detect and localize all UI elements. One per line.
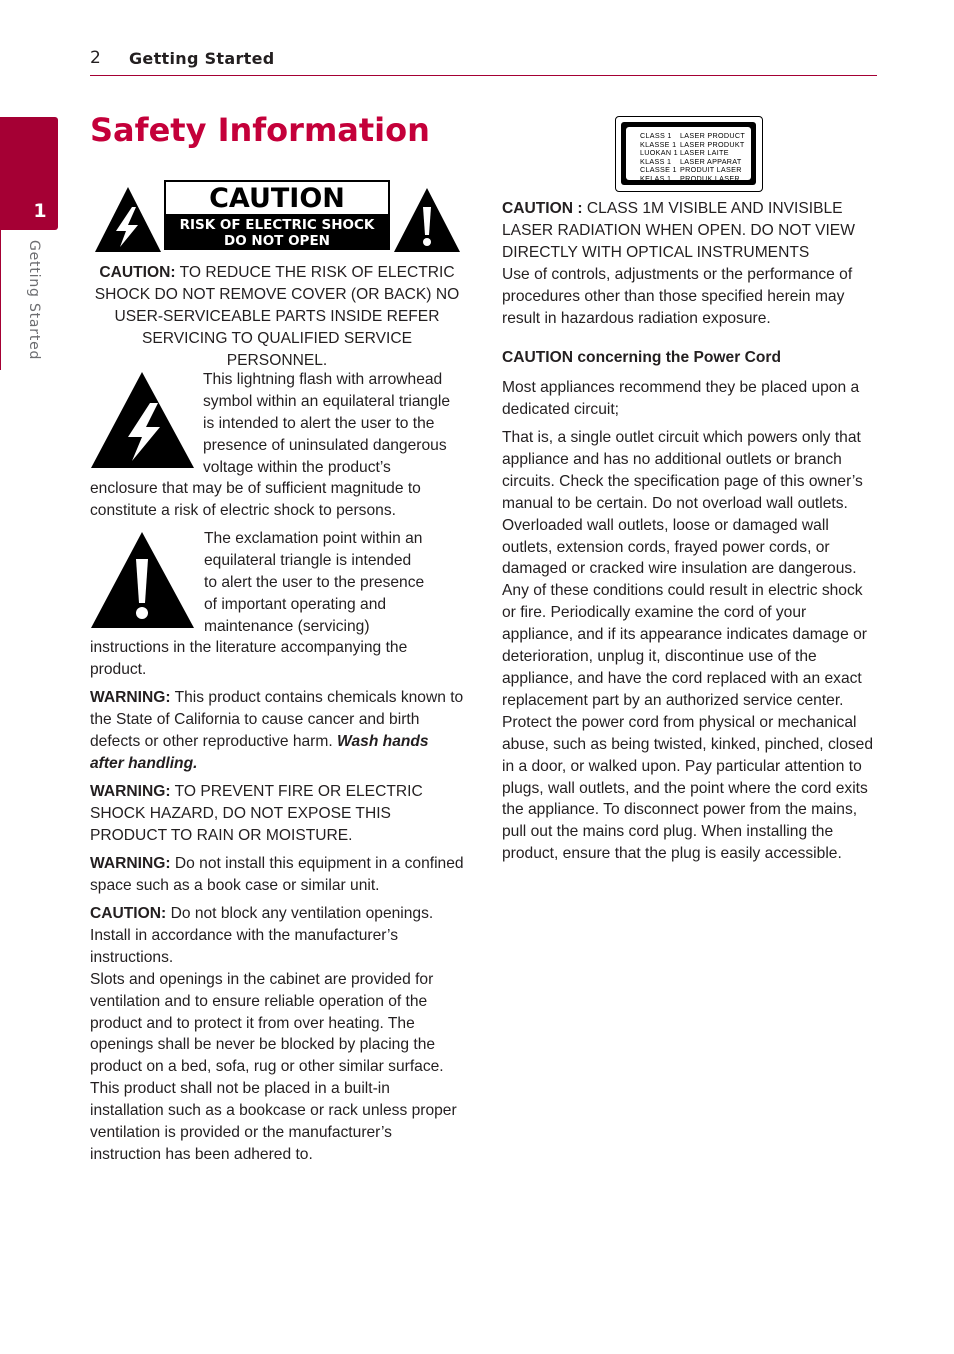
laser-product: LASER APPARAT [680,156,742,166]
lightning-line: symbol within an equilateral triangle [203,392,451,410]
power-cord-heading: CAUTION concerning the Power Cord [502,349,781,366]
lightning-triangle-icon [90,371,195,469]
exclamation-line: to alert the user to the presence [204,573,425,591]
lightning-warning-icon [94,185,162,253]
exclamation-warning-icon [393,187,461,253]
exclamation-side-text [204,528,469,638]
laser-product: LASER PRODUKT [680,139,745,149]
exclamation-triangle-icon [90,531,195,629]
laser-class: KLASSE 1 [640,139,677,149]
warning-fire [90,781,464,847]
laser-class: KELAS 1 [640,173,672,183]
caution-bold: CAUTION: [90,905,167,922]
chapter-number: 1 [33,200,47,222]
warning-bold: WARNING: [90,689,171,706]
caution-ventilation [90,903,466,1166]
caution-laser [502,198,882,329]
laser-class: LUOKAN 1 [640,148,678,157]
exclamation-line: The exclamation point within an [204,530,423,547]
warning-bold: WARNING: [90,855,171,872]
warning-bold: WARNING: [90,783,171,800]
warning-confined [90,853,464,897]
laser-class: KLASS 1 [640,156,672,166]
page-number: 2 [90,48,101,68]
ventilation-text: Slots and openings in the cabinet are provided for ventilation and to ensure reliable operation of the product and to protect it from over heating. The openings shall be never be blocked by placing the product on a bed, sofa, rug or other similar surface. This product shall not be placed in a built-in installation such as a bookcase or rack unless proper ventilation is provided or the manufacturer’s instruction has been adhered to. [90,970,457,1163]
lightning-line: is intended to alert the user to the [203,414,435,432]
caution-label [164,180,390,250]
power-cord-body: That is, a single outlet circuit which powers only that appliance and has no additional outlets or branch circuits. Check the specification page of this owner’s manual to be certain. Do not overload wall outlets. Overloaded wall outlets, loose or damaged wall outlets, extension cords, frayed power cords, or damaged or cracked wire insulation are dangerous. Any of these conditions could result in electric shock or fire. Periodically examine the cord of your appliance, and if its appearance indicates damage or deterioration, unplug it, discontinue use of the appliance, and have the cord replaced with an exact replacement part by an authorized service center. Protect the power cord from physical or mechanical abuse, such as being twisted, kinked, pinched, closed in a door, or walked upon. Pay particular attention to plugs, wall outlets, and the point where the cord exits the appliance. To disconnect power from the mains, pull out the mains cord plug. When installing the product, ensure that the plug is easily accessible. [502,429,874,863]
exclamation-rest: instructions in the literature accompanying the product. [90,639,408,678]
warning-text: This product contains chemicals known to the State of California to cause cancer and birth defects or other reproductive harm. [90,689,464,750]
lightning-line: This lightning flash with arrowhead [203,371,443,388]
laser-product-label [615,116,763,192]
page-title: Safety Information [90,111,430,149]
laser-class: CLASSE 1 [640,165,677,174]
laser-product: LASER PRODUCT [680,131,746,140]
laser-exposure-text: Use of controls, adjustments or the performance of procedures other than those specified herein may result in hazardous radiation exposure. [502,265,853,327]
warning-text: TO PREVENT FIRE OR ELECTRIC SHOCK HAZARD, DO NOT EXPOSE THIS PRODUCT TO RAIN OR MOISTURE. [90,783,423,844]
laser-product: PRODUIT LASER [680,165,742,174]
laser-label-panel [626,127,751,183]
exclamation-line: of important operating and [204,595,387,613]
chapter-label: Getting Started [26,240,42,361]
caution-band [166,214,388,250]
caution-text: CLASS 1M VISIBLE AND INVISIBLE LASER RADIATION WHEN OPEN. DO NOT VIEW DIRECTLY WITH OPTICAL INSTRUMENTS [502,200,855,261]
caution-bold: CAUTION : [502,200,583,217]
lightning-side-text [203,369,468,479]
warning-emphasis: Wash hands after handling. [90,732,429,772]
laser-product: PRODUK LASER [680,173,740,183]
header-rule [90,75,877,76]
lightning-line: voltage within the product’s [203,458,391,476]
caution-band-line1: RISK OF ELECTRIC SHOCK [179,217,375,233]
caution-main-paragraph [90,262,464,372]
chapter-tab-line [0,230,1,370]
laser-product: LASER LAITE [680,148,729,157]
laser-class: CLASS 1 [640,131,672,140]
caution-band-line2: DO NOT OPEN [224,233,330,249]
laser-label-frame [621,122,756,185]
lightning-rest: enclosure that may be of sufficient magnitude to constitute a risk of electric shock to persons. [90,480,421,519]
caution-word: CAUTION [209,183,345,214]
exclamation-line: equilateral triangle is intended [204,551,412,569]
caution-text: Do not block any ventilation openings. Install in accordance with the manufacturer’s instructions. [90,905,434,966]
lightning-line: presence of uninsulated dangerous [203,436,447,454]
warning-california [90,687,466,775]
caution-main-text: TO REDUCE THE RISK OF ELECTRIC SHOCK DO NOT REMOVE COVER (OR BACK) NO USER-SERVICEABLE PARTS INSIDE REFER SERVICING TO QUALIFIED SERVICE PERSONNEL. [94,264,460,369]
warning-text: Do not install this equipment in a confined space such as a book case or similar unit. [90,855,464,894]
section-header: Getting Started [129,49,275,68]
exclamation-line: maintenance (servicing) [204,617,370,635]
power-cord-intro: Most appliances recommend they be placed upon a dedicated circuit; [502,379,860,418]
caution-main-bold: CAUTION: [99,264,176,281]
